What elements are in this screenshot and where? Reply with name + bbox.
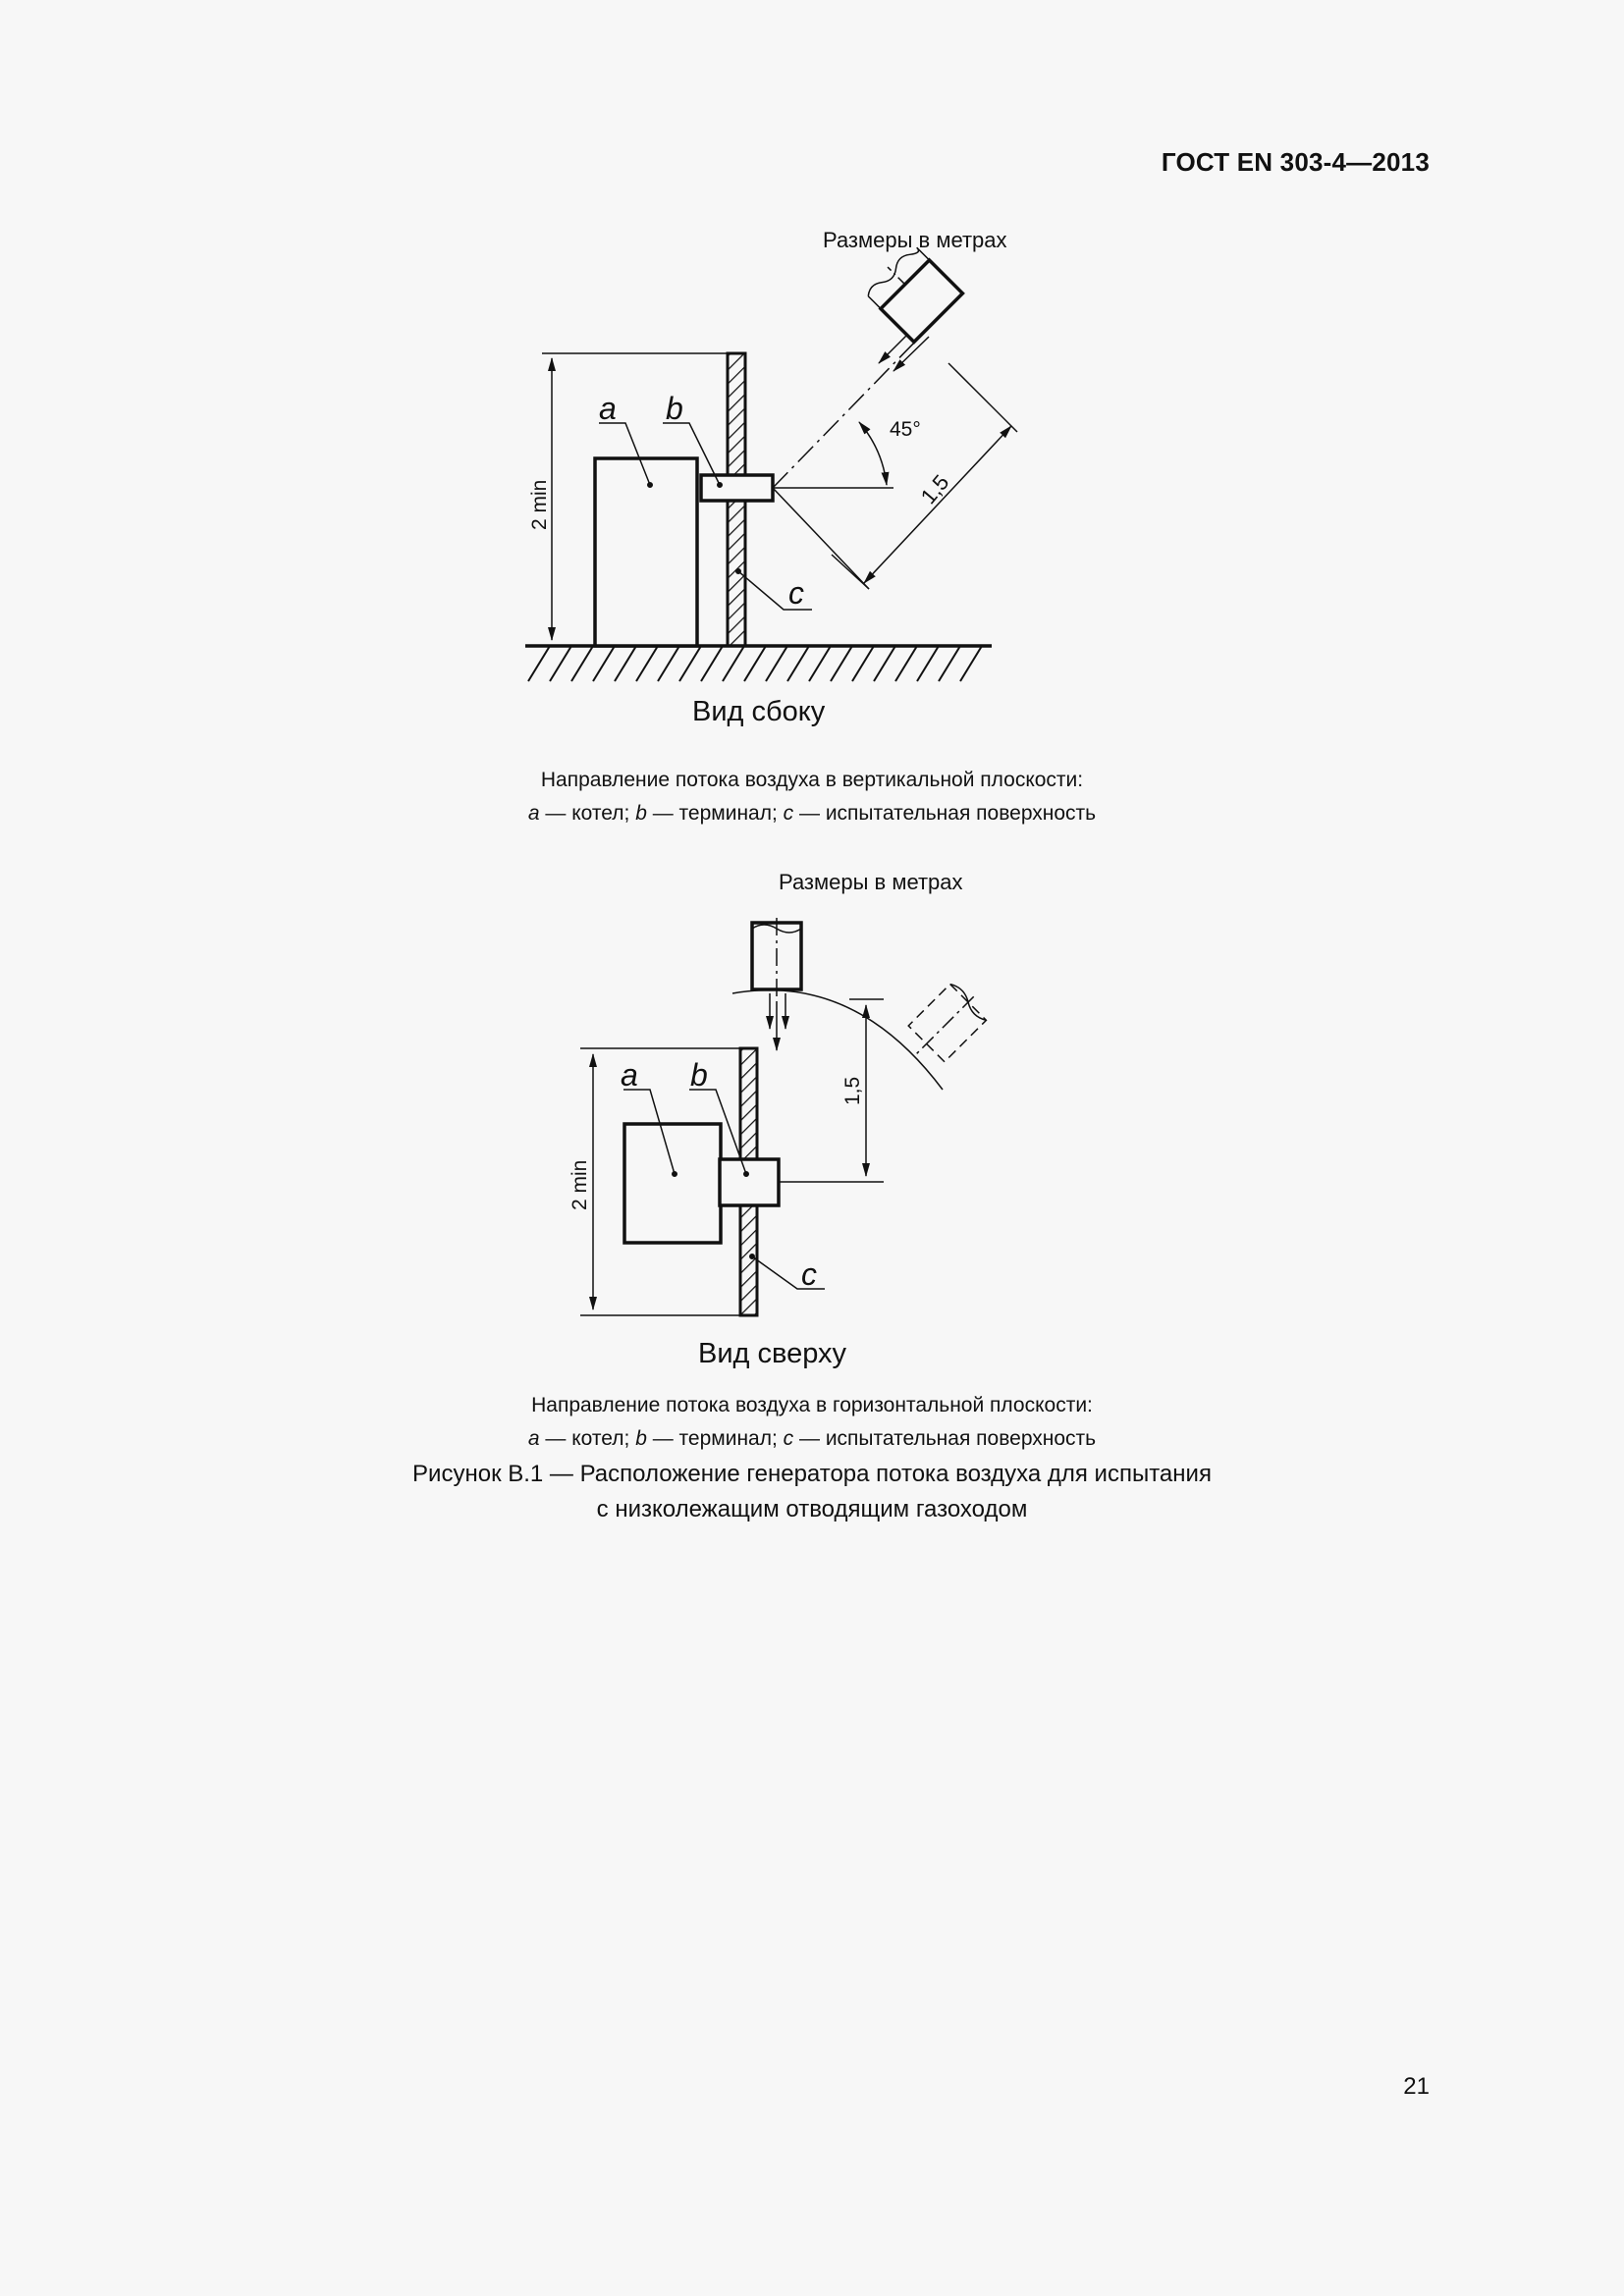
top-label-c: c <box>801 1256 817 1292</box>
figure-caption-line1: Рисунок В.1 — Расположение генератора потока воздуха для испытания <box>412 1461 1212 1487</box>
top-terminal-box <box>720 1159 779 1205</box>
figure-caption-line2: с низколежащим отводящим газоходом <box>596 1496 1028 1522</box>
top-height-dimension: 2 min <box>568 1159 591 1210</box>
figure-caption <box>321 1457 1303 1527</box>
side-legend-keys: a — котел; b — терминал; c — испытательная поверхность <box>527 802 1097 825</box>
top-label-a: a <box>621 1057 638 1093</box>
side-label-c: c <box>788 575 804 611</box>
top-legend <box>419 1389 1205 1456</box>
top-boiler-box <box>624 1124 721 1243</box>
side-view-title: Вид сбоку <box>692 696 826 727</box>
side-legend <box>419 764 1205 830</box>
top-view-drawing <box>580 918 992 1315</box>
top-units-note: Размеры в метрах <box>779 870 963 894</box>
terminal-box <box>701 475 773 501</box>
side-distance-dimension: 1,5 <box>915 469 954 509</box>
top-legend-keys: a — котел; b — терминал; c — испытательная поверхность <box>527 1427 1097 1450</box>
side-label-b: b <box>666 391 683 426</box>
air-flow-generator <box>881 260 962 342</box>
top-legend-heading: Направление потока воздуха в горизонтальной плоскости: <box>531 1394 1093 1416</box>
top-distance-dimension: 1,5 <box>841 1076 864 1105</box>
standard-header: ГОСТ EN 303-4—2013 <box>1161 147 1430 177</box>
side-units-note: Размеры в метрах <box>823 228 1007 252</box>
side-view-drawing <box>525 242 1017 681</box>
page-number: 21 <box>1403 2073 1430 2100</box>
side-height-dimension: 2 min <box>528 479 551 530</box>
ground-hatching <box>528 646 982 681</box>
top-label-b: b <box>690 1057 708 1093</box>
boiler-box <box>595 458 697 646</box>
top-view-title: Вид сверху <box>698 1338 847 1369</box>
side-label-a: a <box>599 391 617 426</box>
side-angle-label: 45° <box>890 418 921 441</box>
side-legend-heading: Направление потока воздуха в вертикальной плоскости: <box>540 769 1084 791</box>
